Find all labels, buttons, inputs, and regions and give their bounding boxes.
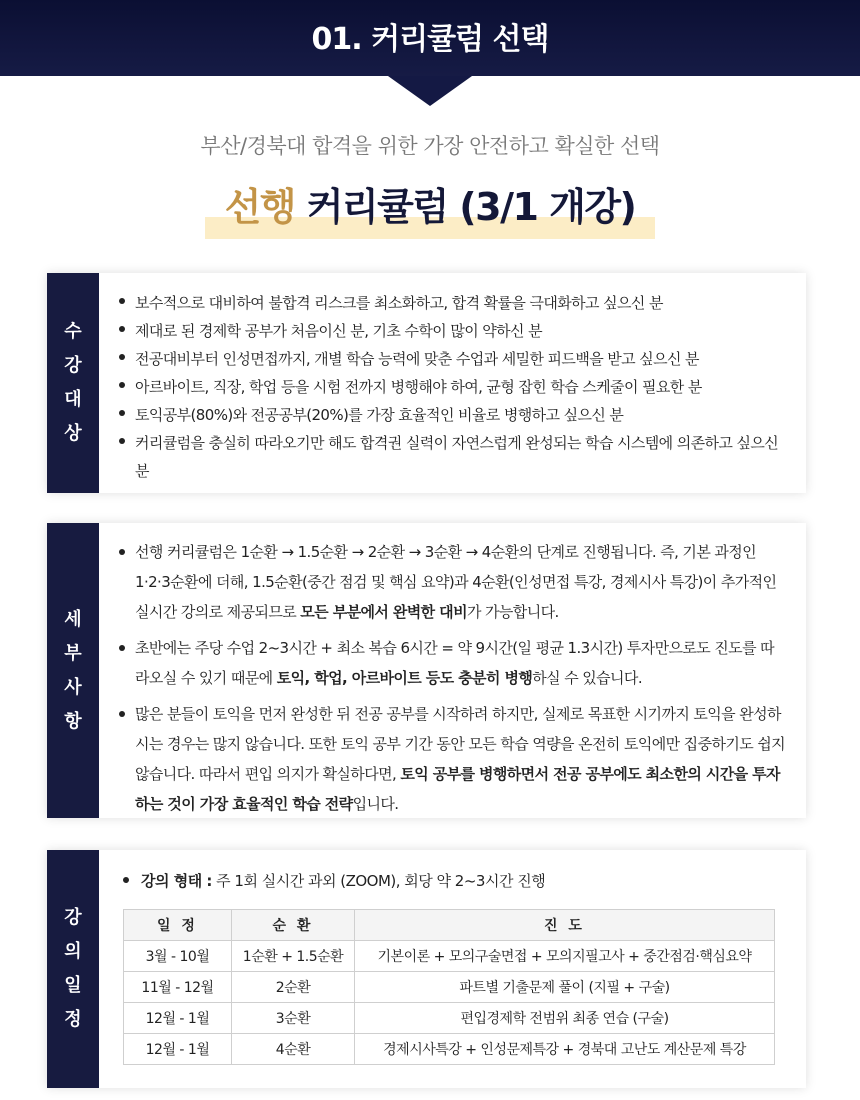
table-cell: 4순환 [232,1034,355,1065]
list-item: 아르바이트, 직장, 학업 등을 시험 전까지 병행해야 하여, 균형 잡힌 학습 스케줄이 필요한 분 [117,373,787,401]
table-cell: 2순환 [232,972,355,1003]
main-title [205,176,656,231]
table-cell: 3순환 [232,1003,355,1034]
subtitle: 부산/경북대 합격을 위한 가장 안전하고 확실한 선택 [200,134,660,158]
table-row [124,1034,775,1065]
target-side-label: 수 강 대 상 [47,273,99,493]
section-title: 01. 커리큘럼 선택 [311,22,549,57]
table-cell: 경제시사특강 + 인성문제특강 + 경북대 고난도 계산문제 특강 [355,1034,775,1065]
table-cell: 편입경제학 전범위 최종 연습 (구술) [355,1003,775,1034]
list-item: 보수적으로 대비하여 불합격 리스크를 최소화하고, 합격 확률을 극대화하고 싶으신 분 [117,289,787,317]
list-item: 많은 분들이 토익을 먼저 완성한 뒤 전공 공부를 시작하려 하지만, 실제로 목표한 시기까지 토익을 완성하시는 경우는 많지 않습니다. 또한 토익 공부 기간 동안 모든 학습 역량을 온전히 토익에만 집중하기도 쉽지 않습니다. 따라서 편입 의지가 확실하다면, 토익 공부를 병행하면서 전공 공부에도 최소한의 시간을 투자하는 것이 가장 효율적인 학습 전략입니다. [117,699,787,819]
table-cell: 기본이론 + 모의구술면접 + 모의지필고사 + 중간점검·핵심요약 [355,941,775,972]
table-cell: 3월 - 10월 [124,941,232,972]
schedule-side-label: 강 의 일 정 [47,850,99,1088]
column-header: 일 정 [124,910,232,941]
column-header: 순 환 [232,910,355,941]
table-row [124,941,775,972]
column-header: 진 도 [355,910,775,941]
details-side-label: 세 부 사 항 [47,523,99,818]
table-row [124,1003,775,1034]
main-title-accent: 선행 [224,185,295,229]
details-list [117,537,787,825]
schedule-card [47,850,806,1088]
table-cell: 12월 - 1월 [124,1003,232,1034]
schedule-table [123,909,775,1065]
banner-arrow [388,76,472,106]
table-cell: 1순환 + 1.5순환 [232,941,355,972]
table-row [124,972,775,1003]
table-cell: 12월 - 1월 [124,1034,232,1065]
table-header-row [124,910,775,941]
list-item: 토익공부(80%)와 전공공부(20%)를 가장 효율적인 비율로 병행하고 싶으신 분 [117,401,787,429]
main-title-rest: 커리큘럼 (3/1 개강) [294,185,636,229]
target-card [47,273,806,493]
list-item: 제대로 된 경제학 공부가 처음이신 분, 기초 수학이 많이 약하신 분 [117,317,787,345]
bullet-icon [123,877,129,883]
list-item: 커리큘럼을 충실히 따라오기만 해도 합격권 실력이 자연스럽게 완성되는 학습 시스템에 의존하고 싶으신 분 [117,429,787,485]
details-card [47,523,806,818]
list-item: 전공대비부터 인성면접까지, 개별 학습 능력에 맞춘 수업과 세밀한 피드백을 받고 싶으신 분 [117,345,787,373]
table-cell: 11월 - 12월 [124,972,232,1003]
lecture-format: 강의 형태 : 주 1회 실시간 과외 (ZOOM), 회당 약 2~3시간 진행 [123,870,545,891]
table-cell: 파트별 기출문제 풀이 (지필 + 구술) [355,972,775,1003]
target-list [117,289,787,485]
list-item: 초반에는 주당 수업 2~3시간 + 최소 복습 6시간 = 약 9시간(일 평균 1.3시간) 투자만으로도 진도를 따라오실 수 있기 때문에 토익, 학업, 아르바이트 등도 충분히 병행하실 수 있습니다. [117,633,787,693]
list-item: 선행 커리큘럼은 1순환 → 1.5순환 → 2순환 → 3순환 → 4순환의 단계로 진행됩니다. 즉, 기본 과정인 1·2·3순환에 더해, 1.5순환(중간 점검 및 핵심 요약)과 4순환(인성면접 특강, 경제시사 특강)이 추가적인 실시간 강의로 제공되므로 모든 부분에서 완벽한 대비가 가능합니다. [117,537,787,627]
